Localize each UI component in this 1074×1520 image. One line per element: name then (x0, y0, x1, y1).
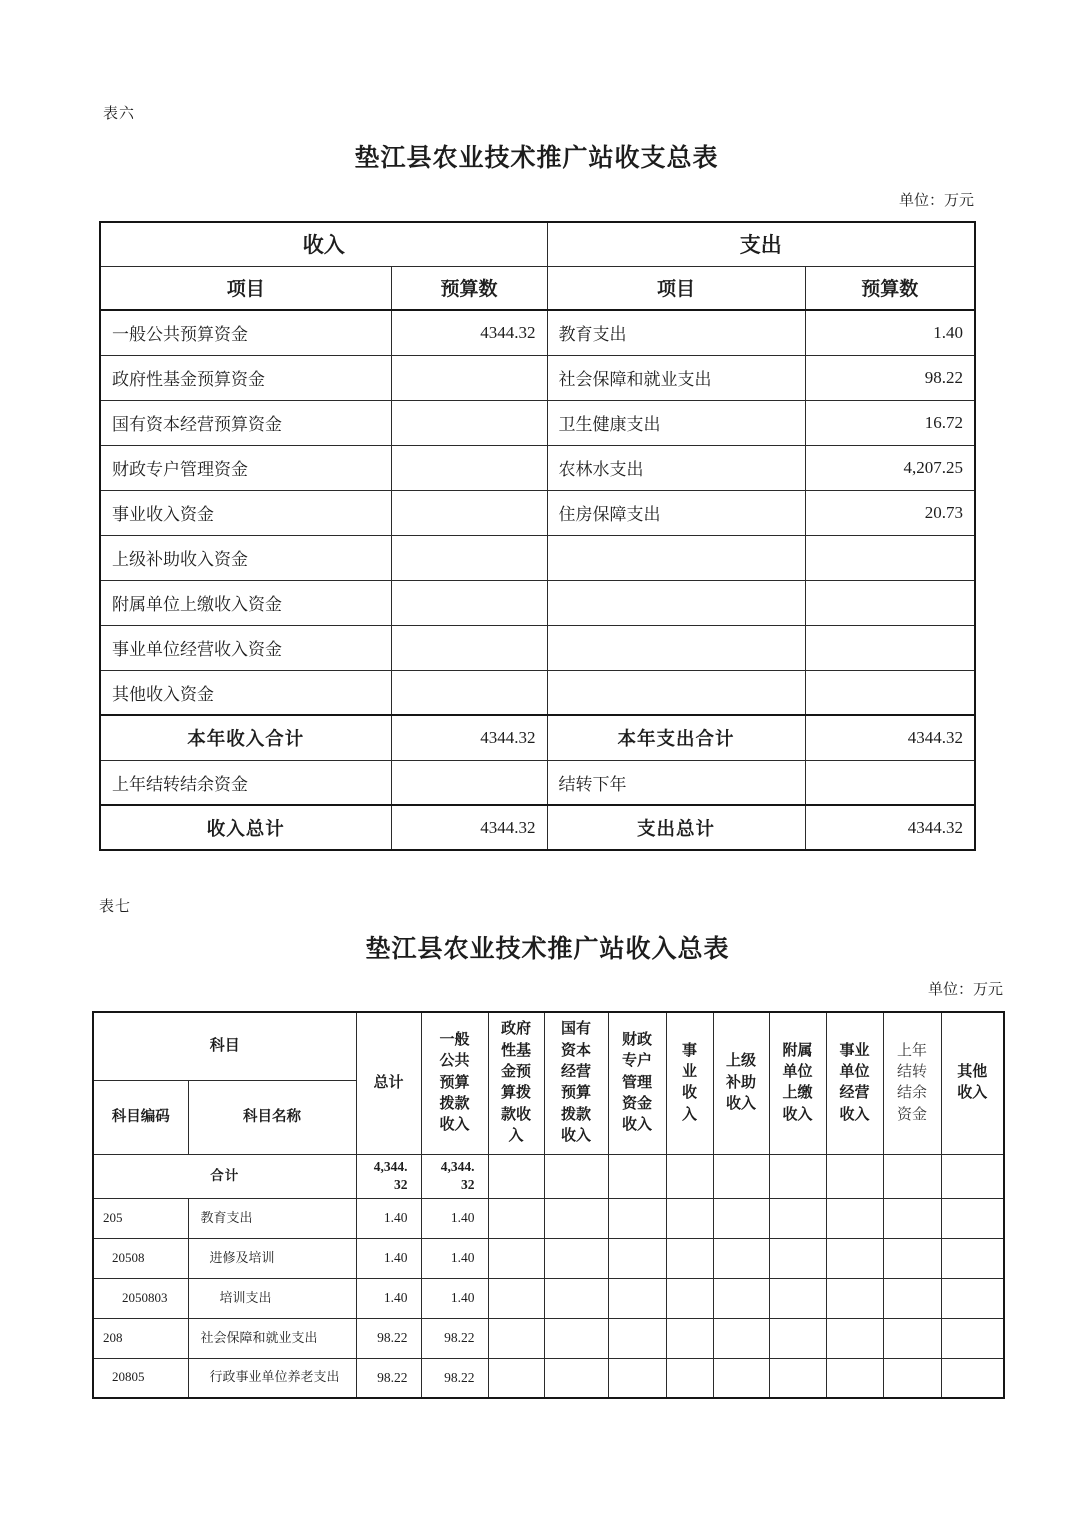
value-cell (713, 1198, 769, 1238)
value-cell (666, 1318, 713, 1358)
income-budget-cell (391, 535, 547, 580)
subject-code-cell: 208 (93, 1318, 188, 1358)
value-cell (883, 1358, 941, 1398)
value-cell: 98.22 (421, 1358, 488, 1398)
value-cell (488, 1278, 544, 1318)
expense-budget-cell (805, 535, 975, 580)
income-item-header: 项目 (100, 266, 391, 310)
revenue-summary-table (92, 1011, 1005, 1399)
value-cell (769, 1198, 826, 1238)
subject-code-cell: 205 (93, 1198, 188, 1238)
value-cell (544, 1154, 608, 1198)
table6-title: 垫江县农业技术推广站收支总表 (354, 145, 719, 172)
value-cell (608, 1154, 666, 1198)
column-header-superior-subsidy: 上级补助收入 (713, 1012, 769, 1154)
value-cell (769, 1238, 826, 1278)
value-cell (544, 1278, 608, 1318)
value-cell (544, 1358, 608, 1398)
table-row (100, 490, 975, 535)
expense-item-cell (547, 670, 805, 715)
table-header-row (100, 266, 975, 310)
income-total-label: 收入总计 (100, 805, 391, 850)
income-item-cell: 事业收入资金 (100, 490, 391, 535)
expense-budget-cell (805, 625, 975, 670)
income-item-cell: 一般公共预算资金 (100, 310, 391, 355)
expense-section-header: 支出 (547, 222, 975, 266)
expense-item-cell: 住房保障支出 (547, 490, 805, 535)
value-cell (608, 1318, 666, 1358)
value-cell (488, 1358, 544, 1398)
expense-budget-cell (805, 760, 975, 805)
column-header-gov-fund: 政府性基金预算拨款收入 (488, 1012, 544, 1154)
value-cell: 1.40 (421, 1238, 488, 1278)
income-budget-cell (391, 625, 547, 670)
table-row (100, 310, 975, 355)
table-header-row (100, 222, 975, 266)
value-cell (883, 1198, 941, 1238)
expense-total-value: 4344.32 (805, 805, 975, 850)
subject-name-cell: 行政事业单位养老支出 (188, 1358, 356, 1398)
value-cell (941, 1318, 1004, 1358)
table7-label: 表七 (99, 899, 132, 915)
income-item-cell: 财政专户管理资金 (100, 445, 391, 490)
income-expense-summary-table (99, 221, 976, 851)
column-header-carryover: 上年结转结余资金 (883, 1012, 941, 1154)
value-cell (666, 1154, 713, 1198)
value-cell (826, 1358, 883, 1398)
column-header-general-budget: 一般公共预算拨款收入 (421, 1012, 488, 1154)
value-cell (544, 1318, 608, 1358)
value-cell (713, 1154, 769, 1198)
subject-name-header: 科目名称 (188, 1080, 356, 1154)
table-row (93, 1358, 1004, 1398)
income-item-cell: 国有资本经营预算资金 (100, 400, 391, 445)
value-cell (941, 1358, 1004, 1398)
income-budget-cell (391, 670, 547, 715)
income-budget-cell (391, 490, 547, 535)
value-cell: 98.22 (356, 1358, 421, 1398)
value-cell (769, 1318, 826, 1358)
subtotal-row (100, 715, 975, 760)
table-row (93, 1278, 1004, 1318)
value-cell (666, 1358, 713, 1398)
value-cell (826, 1238, 883, 1278)
value-cell (826, 1278, 883, 1318)
income-budget-cell (391, 400, 547, 445)
value-cell (826, 1154, 883, 1198)
table-row (100, 445, 975, 490)
income-item-cell: 附属单位上缴收入资金 (100, 580, 391, 625)
value-cell (666, 1198, 713, 1238)
expense-item-header: 项目 (547, 266, 805, 310)
expense-item-cell: 农林水支出 (547, 445, 805, 490)
total-label: 合计 (93, 1154, 356, 1198)
column-header-operating-income: 事业收入 (666, 1012, 713, 1154)
table7-title: 垫江县农业技术推广站收入总表 (365, 936, 730, 963)
expense-budget-cell: 1.40 (805, 310, 975, 355)
expense-budget-cell: 4,207.25 (805, 445, 975, 490)
table-row (100, 355, 975, 400)
income-budget-cell (391, 445, 547, 490)
expense-item-cell (547, 580, 805, 625)
value-cell (666, 1278, 713, 1318)
income-budget-cell (391, 355, 547, 400)
column-header-business-operating: 事业单位经营收入 (826, 1012, 883, 1154)
expense-budget-cell: 16.72 (805, 400, 975, 445)
table6-label: 表六 (103, 106, 136, 122)
value-cell (769, 1278, 826, 1318)
table-row (93, 1198, 1004, 1238)
expense-item-cell: 社会保障和就业支出 (547, 355, 805, 400)
income-item-cell: 政府性基金预算资金 (100, 355, 391, 400)
value-cell (488, 1198, 544, 1238)
expense-budget-cell: 20.73 (805, 490, 975, 535)
value-cell (488, 1238, 544, 1278)
value-cell (544, 1238, 608, 1278)
table7-unit-label: 单位：万元 (927, 982, 1003, 998)
subject-name-cell: 进修及培训 (188, 1238, 356, 1278)
value-cell (883, 1154, 941, 1198)
income-item-cell: 事业单位经营收入资金 (100, 625, 391, 670)
table6-unit-label: 单位：万元 (898, 193, 974, 209)
expense-budget-cell (805, 580, 975, 625)
value-cell (941, 1238, 1004, 1278)
expense-item-cell: 卫生健康支出 (547, 400, 805, 445)
subject-name-cell: 社会保障和就业支出 (188, 1318, 356, 1358)
value-cell (608, 1358, 666, 1398)
income-item-cell: 其他收入资金 (100, 670, 391, 715)
expense-budget-cell: 98.22 (805, 355, 975, 400)
value-cell: 1.40 (421, 1278, 488, 1318)
subject-name-cell: 教育支出 (188, 1198, 356, 1238)
income-budget-cell (391, 760, 547, 805)
value-cell: 1.40 (356, 1238, 421, 1278)
value-cell (488, 1318, 544, 1358)
expense-budget-cell (805, 670, 975, 715)
total-row (93, 1154, 1004, 1198)
table-header-row (93, 1012, 1004, 1080)
income-budget-header: 预算数 (391, 266, 547, 310)
value-cell (769, 1358, 826, 1398)
value-cell (488, 1154, 544, 1198)
value-cell (941, 1278, 1004, 1318)
income-budget-cell (391, 580, 547, 625)
column-header-other-income: 其他收入 (941, 1012, 1004, 1154)
value-cell (826, 1318, 883, 1358)
value-cell (608, 1238, 666, 1278)
income-subtotal-label: 本年收入合计 (100, 715, 391, 760)
expense-item-cell: 结转下年 (547, 760, 805, 805)
value-cell (826, 1198, 883, 1238)
table-row (100, 535, 975, 580)
table-row (100, 400, 975, 445)
expense-item-cell (547, 625, 805, 670)
value-cell: 4,344.32 (356, 1154, 421, 1198)
column-header-fiscal-account: 财政专户管理资金收入 (608, 1012, 666, 1154)
expense-subtotal-label: 本年支出合计 (547, 715, 805, 760)
value-cell (608, 1198, 666, 1238)
expense-subtotal-value: 4344.32 (805, 715, 975, 760)
value-cell: 98.22 (356, 1318, 421, 1358)
value-cell (544, 1198, 608, 1238)
value-cell: 1.40 (356, 1198, 421, 1238)
subject-code-cell: 20508 (93, 1238, 188, 1278)
subject-header: 科目 (93, 1012, 356, 1080)
income-budget-cell: 4344.32 (391, 310, 547, 355)
value-cell: 1.40 (356, 1278, 421, 1318)
column-header-state-capital: 国有资本经营预算拨款收入 (544, 1012, 608, 1154)
carryover-row (100, 760, 975, 805)
value-cell (608, 1278, 666, 1318)
value-cell: 4,344.32 (421, 1154, 488, 1198)
subject-code-cell: 20805 (93, 1358, 188, 1398)
value-cell (769, 1154, 826, 1198)
subject-code-cell: 2050803 (93, 1278, 188, 1318)
value-cell (941, 1154, 1004, 1198)
value-cell (713, 1318, 769, 1358)
value-cell (883, 1318, 941, 1358)
value-cell (666, 1238, 713, 1278)
value-cell (713, 1358, 769, 1398)
column-header-affiliated-remit: 附属单位上缴收入 (769, 1012, 826, 1154)
table-row (93, 1318, 1004, 1358)
expense-item-cell: 教育支出 (547, 310, 805, 355)
expense-item-cell (547, 535, 805, 580)
expense-budget-header: 预算数 (805, 266, 975, 310)
column-header-total: 总计 (356, 1012, 421, 1154)
value-cell (883, 1238, 941, 1278)
income-section-header: 收入 (100, 222, 547, 266)
value-cell (713, 1238, 769, 1278)
total-row (100, 805, 975, 850)
table-row (100, 625, 975, 670)
value-cell (883, 1278, 941, 1318)
value-cell: 98.22 (421, 1318, 488, 1358)
subject-name-cell: 培训支出 (188, 1278, 356, 1318)
value-cell (713, 1278, 769, 1318)
value-cell: 1.40 (421, 1198, 488, 1238)
value-cell (941, 1198, 1004, 1238)
table-row (100, 670, 975, 715)
income-subtotal-value: 4344.32 (391, 715, 547, 760)
subject-code-header: 科目编码 (93, 1080, 188, 1154)
income-total-value: 4344.32 (391, 805, 547, 850)
income-item-cell: 上级补助收入资金 (100, 535, 391, 580)
table-row (93, 1238, 1004, 1278)
expense-total-label: 支出总计 (547, 805, 805, 850)
table-row (100, 580, 975, 625)
income-item-cell: 上年结转结余资金 (100, 760, 391, 805)
